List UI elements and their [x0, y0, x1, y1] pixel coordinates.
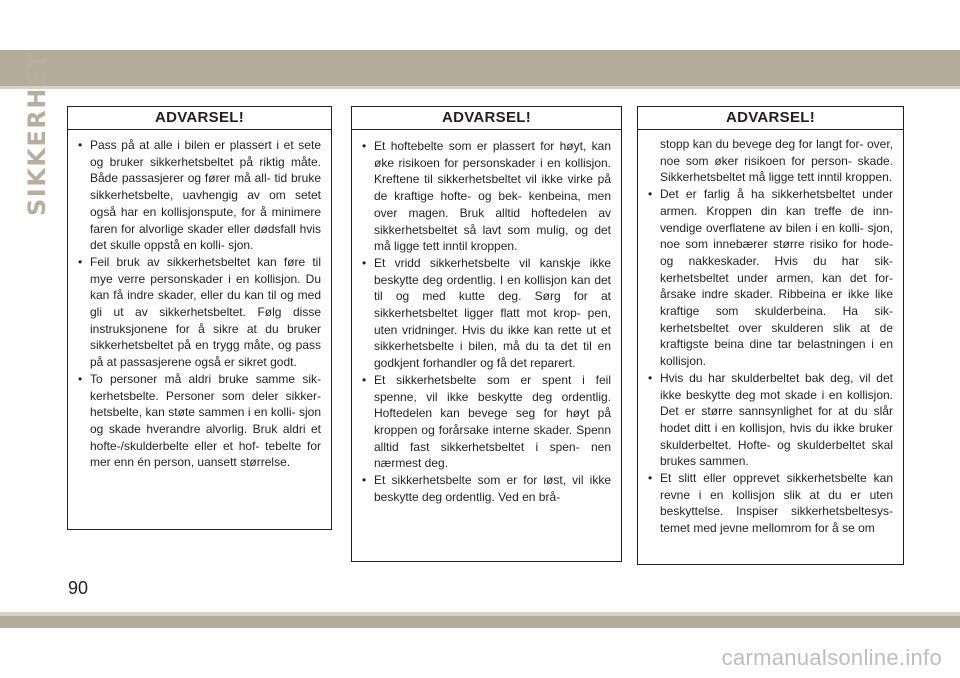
warning-item: • Et sikkerhetsbelte som er for løst, vil ikke beskytte deg ordentlig. Ved en brå-: [362, 472, 611, 505]
warning-heading: ADVARSEL!: [638, 107, 903, 130]
warning-list: [638, 130, 903, 537]
section-tab: [22, 51, 54, 216]
warning-item: • Et slitt eller opprevet sikkerhetsbelte kan revne i en kollisjon slik at du er uten beskyttelse. Inspiser sikkerhetsbeltesys- temet med jevne mellomrom for å se om: [648, 470, 893, 537]
warning-box-2: [351, 106, 622, 562]
section-title: SIKKERHET: [23, 51, 51, 216]
watermark: carmanualsonline.info: [721, 645, 942, 670]
warning-heading: ADVARSEL!: [68, 107, 331, 130]
header-rule: [0, 86, 960, 89]
warning-item: • To personer må aldri bruke samme sik- kerhetsbelte. Personer som deler sikker- hetsbelte, kan støte sammen i en kolli- sjon og skade hverandre alvorlig. Bruk aldri et hofte-/skulderbelte eller et hof- tebelte for mer enn én person, uansett størrelse.: [78, 371, 321, 471]
warning-list: [352, 130, 621, 505]
warning-box-1: [67, 106, 332, 530]
warning-item: • Et hoftebelte som er plassert for høyt, kan øke risikoen for personskader i en kollisjon. Kreftene til sikkerhetsbeltet vil ikke virke på de kraftige hofte- og bek- kenbeina, men over magen. Bruk alltid hoftedelen av sikkerhetsbeltet så lavt som mulig, og det må ligge tett inntil kroppen.: [362, 138, 611, 255]
warning-item: • Feil bruk av sikkerhetsbeltet kan føre til mye verre personskader i en kollisjon. Du kan få indre skader, eller du kan til og med gli ut av sikkerhetsbeltet. Følg disse instruksjonene for å sikre at du bruker sikkerhetsbeltet på en trygg måte, og pass på at passasjerene også er sikret godt.: [78, 254, 321, 371]
page-number: 90: [68, 578, 89, 598]
warning-item: • Et vridd sikkerhetsbelte vil kanskje ikke beskytte deg ordentlig. I en kollisjon kan det til og med kutte deg. Sørg for at sikkerhetsbeltet ligger flatt mot krop- pen, uten vridninger. Hvis du ikke kan rette ut et sikkerhetsbelte i bilen, må du ta det til en godkjent forhandler og få det reparert.: [362, 255, 611, 372]
warning-item: • Pass på at alle i bilen er plassert i et sete og bruker sikkerhetsbeltet på riktig måte. Både passasjerer og fører må all- tid bruke sikkerhetsbelte, uavhengig av om setet også har en kollisjonspute, for å minimere faren for alvorlige skader eller dødsfall hvis det skulle oppstå en kolli- sjon.: [78, 137, 321, 254]
warning-list: [68, 130, 331, 471]
warning-heading: ADVARSEL!: [352, 107, 621, 130]
top-margin: [0, 0, 960, 50]
warning-item: • Et sikkerhetsbelte som er spent i feil spenne, vil ikke beskytte deg ordentlig. Hoftedelen kan bevege seg for høyt på kroppen og forårsake interne skader. Spenn alltid fast sikkerhetsbeltet i spen- nen nærmest deg.: [362, 372, 611, 472]
warning-item-continued: stopp kan du bevege deg for langt for- over, noe som øker risikoen for person- skade. Sikkerhetsbeltet må ligge tett inntil kroppen.: [660, 137, 893, 185]
footer-band: [0, 616, 960, 628]
header-band: [0, 50, 960, 86]
warning-item: • Det er farlig å ha sikkerhetsbeltet under armen. Kroppen din kan treffe de inn- vendige overflatene av bilen i en kolli- sjon, noe som innebærer større risiko for hode- og nakkeskader. Hvis du har sik- kerhetsbeltet under armen, kan det for- årsake indre skader. Ribbeina er ikke like kraftige som skulderbeina. Ha sik- kerhetsbeltet over skulderen slik at de kraftigste beina dine tar belastningen i en kollisjon.: [648, 186, 893, 370]
warning-box-3: [637, 106, 904, 565]
warning-item: • Hvis du har skulderbeltet bak deg, vil det ikke beskytte deg mot skade i en kollisjon. Det er større sannsynlighet for at du slår hodet ditt i en kollisjon, hvis du ikke bruker skulderbeltet. Hofte- og skulderbeltet skal brukes sammen.: [648, 370, 893, 470]
